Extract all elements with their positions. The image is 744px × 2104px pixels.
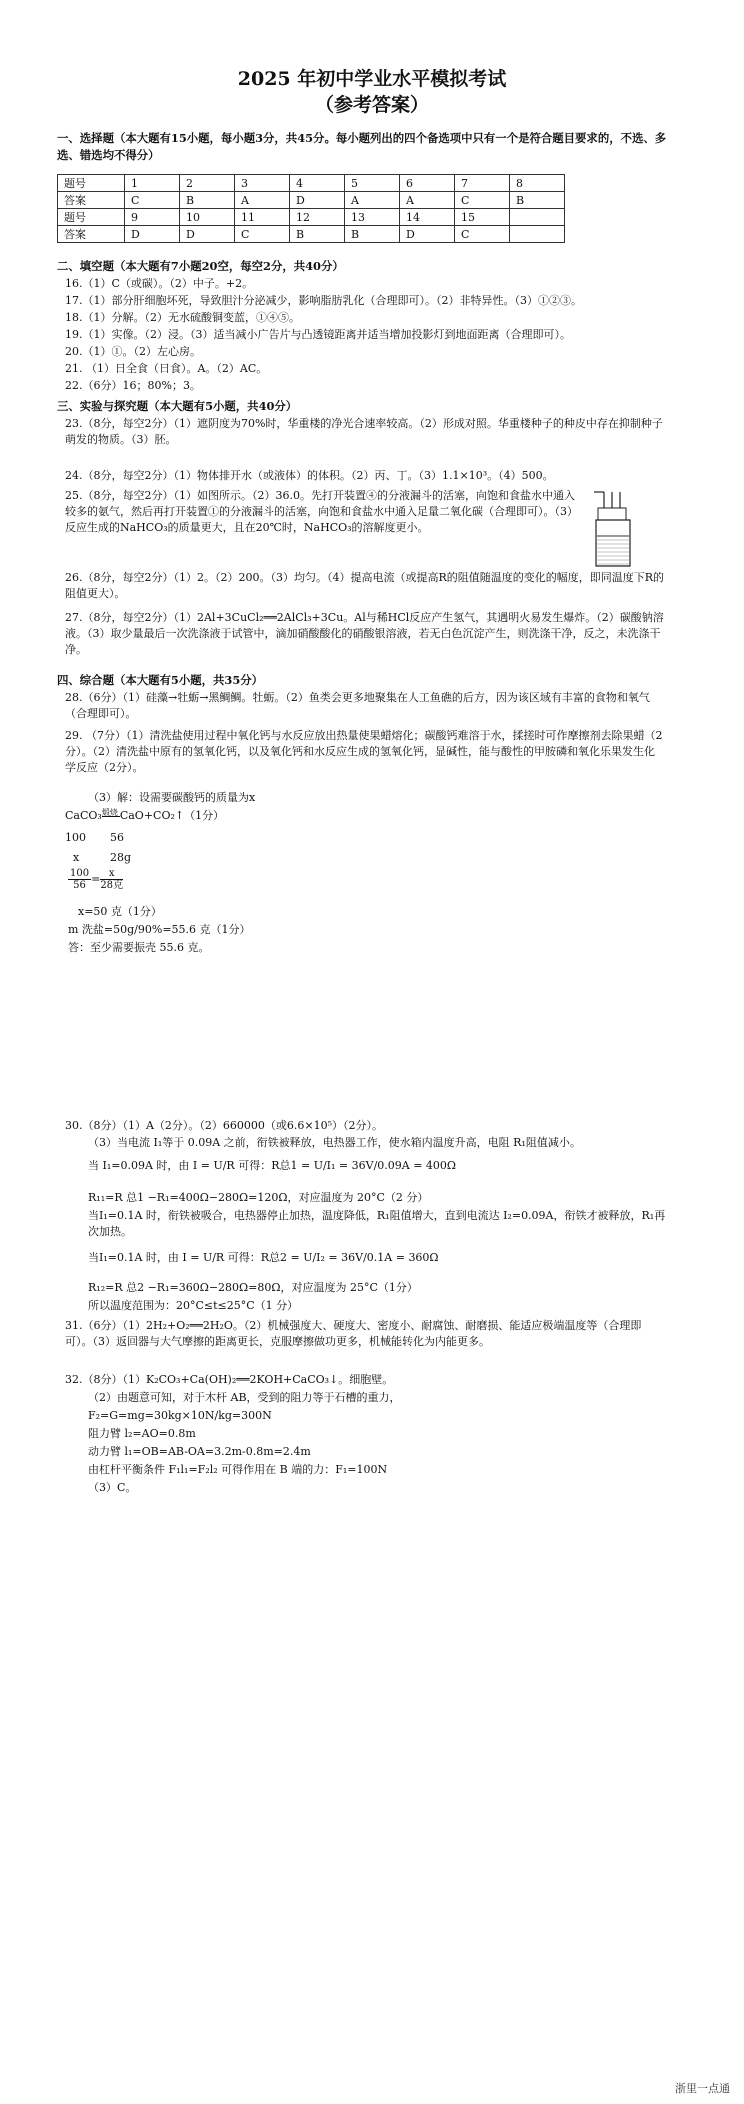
- table-cell: B: [345, 226, 400, 243]
- answer-q32-4: 阻力臂 l₂=AO=0.8m: [88, 1427, 196, 1440]
- table-cell: D: [125, 226, 180, 243]
- table-cell: 3: [235, 175, 290, 192]
- section2-heading: 二、填空题（本大题有7小题20空，每空2分，共40分）: [57, 259, 344, 273]
- table-row: [58, 226, 565, 243]
- answer-line: 19.（1）实像。（2）浸。（3）适当减小广告片与凸透镜距离并适当增加投影灯到地面距离（合理即可）。: [65, 328, 571, 341]
- table-cell: 8: [510, 175, 565, 192]
- table-cell: D: [180, 226, 235, 243]
- table-cell: B: [510, 192, 565, 209]
- answer-q23: 23.（8分，每空2分）（1）遮阴度为70%时，华重楼的净光合速率较高。（2）形成对照。华重楼种子的种皮中存在抑制种子萌发的物质。（3）胚。: [65, 417, 663, 446]
- table-cell: 11: [235, 209, 290, 226]
- frac-den: 56: [73, 880, 86, 891]
- mass-28g: 28g: [110, 851, 132, 864]
- result-x: x=50 克（1分）: [78, 905, 162, 918]
- table-cell: C: [125, 192, 180, 209]
- answer-q26: 26.（8分，每空2分）（1）2。（2）200。（3）均匀。（4）提高电流（或提高R的阻值随温度的变化的幅度，即同温度下R的阻值更大）。: [65, 571, 665, 600]
- table-cell: 4: [290, 175, 345, 192]
- answer-q32-6: 由杠杆平衡条件 F₁l₁=F₂l₂ 可得作用在 B 端的力：F₁=100N: [88, 1463, 388, 1476]
- answer-q25: 25.（8分，每空2分）（1）如图所示。（2）36.0。先打开装置④的分液漏斗的活塞，向饱和食盐水中通入较多的氨气，然后再打开装置①的分液漏斗的活塞，向饱和食盐水中通入足量二氧化碳（合理即可）。（3）反应生成的NaHCO₃的质量更大，且在20℃时，NaHCO₃的溶解度更小。: [65, 489, 578, 534]
- table-cell: B: [290, 226, 345, 243]
- table-cell: 14: [400, 209, 455, 226]
- answer-q32-3: F₂=G=mg=30kg×10N/kg=300N: [88, 1409, 272, 1422]
- answer-line: 16.（1）C（或碳）。（2）中子。+2。: [65, 277, 254, 290]
- answer-table: [57, 174, 565, 243]
- table-cell: 9: [125, 209, 180, 226]
- answer-line: 21. （1）日全食（日食）。A。（2）AC。: [65, 362, 268, 375]
- table-cell: A: [400, 192, 455, 209]
- section4-heading: 四、综合题（本大题有5小题，共35分）: [57, 673, 264, 687]
- unknown-x: x: [73, 851, 80, 864]
- table-cell: C: [235, 226, 290, 243]
- eq-reactant: CaCO₃: [65, 809, 102, 822]
- molar-mass-100: 100: [65, 831, 86, 844]
- reaction-arrow: [101, 807, 120, 817]
- answer-q32-1: 32.（8分）（1）K₂CO₃+Ca(OH)₂══2KOH+CaCO₃↓。细胞壁。: [65, 1373, 394, 1386]
- answer-q28: 28.（6分）（1）硅藻→牡蛎→黑鲷鲷。牡蛎。（2）鱼类会更多地聚集在人工鱼礁的后方，因为该区域有丰富的食物和氧气（合理即可）。: [65, 691, 650, 720]
- answer-q29-3: （3）解：设需要碳酸钙的质量为x: [88, 791, 256, 804]
- answer-q30-2: （3）当电流 I₁等于 0.09A 之前，衔铁被释放，电热器工作，使水箱内温度升高，电阻 R₁阻值减小。: [88, 1136, 581, 1149]
- footer-watermark: 浙里一点通: [675, 2082, 730, 2095]
- answer-line: 20.（1）①。（2）左心房。: [65, 345, 201, 358]
- answer-q30-1: 30.（8分）（1）A（2分）。（2）660000（或6.6×10⁵）（2分）。: [65, 1119, 384, 1132]
- equation-line: [65, 808, 224, 824]
- answer-q30-6: 当I₁=0.1A 时，由 I = U/R 可得：R总2 = U/I₂ = 36V/0.1A = 360Ω: [88, 1251, 439, 1264]
- frac-den: 28克: [100, 880, 124, 891]
- answer-q30-8: 所以温度范围为：20°C≤t≤25°C（1 分）: [88, 1299, 299, 1312]
- section1-heading: 一、选择题（本大题有15小题，每小题3分，共45分。每小题列出的四个备选项中只有一个是符合题目要求的，不选、多选、错选均不得分）: [57, 131, 667, 162]
- table-cell: B: [180, 192, 235, 209]
- exam-title: 2025 年初中学业水平模拟考试: [237, 68, 507, 90]
- section3-heading: 三、实验与探究题（本大题有5小题，共40分）: [57, 399, 298, 413]
- table-cell: 2: [180, 175, 235, 192]
- table-cell: 10: [180, 209, 235, 226]
- answer-q29: 29. （7分）（1）清洗盐使用过程中氧化钙与水反应放出热量使果蜡熔化；碳酸钙难溶于水，揉搓时可作摩擦剂去除果蜡（2分）。（2）清洗盐中原有的氢氧化钙，以及氧化钙和水反应生成的氢氧化钙，显碱性，能与酸性的甲胺磷和氧化乐果发生化学反应（2分）。: [65, 729, 663, 774]
- answer-q31: 31.（6分）（1）2H₂+O₂══2H₂O。（2）机械强度大、硬度大、密度小、耐腐蚀、耐磨损、能适应极端温度等（合理即可）。（3）返回器与大气摩擦的距离更长，克服摩擦做功更多，机械能转化为内能更多。: [65, 1319, 642, 1348]
- row-label: 答案: [58, 192, 125, 209]
- proportion: $\frac{100}{56}$ = $\frac{x}{\text{28克}}$: [70, 868, 124, 891]
- table-row: [58, 209, 565, 226]
- answer-line: 17.（1）部分肝细胞坏死，导致胆汁分泌减少，影响脂肪乳化（合理即可）。（2）非特异性。（3）①②③。: [65, 294, 582, 307]
- answer-q32-2: （2）由题意可知，对于木杆 AB，受到的阻力等于石槽的重力，: [88, 1391, 401, 1404]
- frac-num: x: [100, 868, 123, 880]
- row-label: 题号: [58, 209, 125, 226]
- table-cell: 6: [400, 175, 455, 192]
- table-cell: 15: [455, 209, 510, 226]
- table-cell: 13: [345, 209, 400, 226]
- answer-q27: 27.（8分，每空2分）（1）2Al+3CuCl₂══2AlCl₃+3Cu。Al与稀HCl反应产生氢气，其遇明火易发生爆炸。（2）碳酸钠溶液。（3）取少量最后一次洗涤液于试管中，滴加硝酸酸化的硝酸银溶液，若无白色沉淀产生，则洗涤干净，反之，未洗涤干净。: [65, 611, 664, 656]
- table-cell: A: [235, 192, 290, 209]
- table-cell: [510, 209, 565, 226]
- exam-subtitle: （参考答案）: [314, 94, 429, 116]
- answer-line: 18.（1）分解。（2）无水硫酸铜变蓝，①④⑤。: [65, 311, 300, 324]
- table-cell: C: [455, 226, 510, 243]
- eq-condition: 煅烧: [101, 807, 118, 817]
- frac-num: 100: [70, 868, 90, 879]
- row-label: 题号: [58, 175, 125, 192]
- row-label: 答案: [58, 226, 125, 243]
- table-cell: 7: [455, 175, 510, 192]
- table-cell: D: [290, 192, 345, 209]
- answer-q30-4: R₁₁=R 总1 −R₁=400Ω−280Ω=120Ω，对应温度为 20°C（2 分）: [88, 1191, 429, 1204]
- molar-mass-56: 56: [110, 831, 124, 844]
- table-cell: D: [400, 226, 455, 243]
- table-cell: 12: [290, 209, 345, 226]
- table-cell: A: [345, 192, 400, 209]
- answer-q30-3: 当 I₁=0.09A 时，由 I = U/R 可得：R总1 = U/I₁ = 36V/0.09A = 400Ω: [88, 1159, 457, 1172]
- table-cell: 1: [125, 175, 180, 192]
- answer-q32-5: 动力臂 l₁=OB=AB-OA=3.2m-0.8m=2.4m: [88, 1445, 311, 1458]
- result-m: m 洗盐=50g/90%=55.6 克（1分）: [68, 923, 251, 936]
- answer-q30-5: 当I₁=0.1A 时，衔铁被吸合，电热器停止加热，温度降低，R₁阻值增大，直到电流达 I₂=0.09A，衔铁才被释放，R₁再次加热。: [88, 1209, 666, 1238]
- table-cell: [510, 226, 565, 243]
- table-row: [58, 175, 565, 192]
- answer-q32-7: （3）C。: [88, 1481, 137, 1494]
- eq-products: CaO+CO₂↑（1分）: [119, 809, 225, 822]
- table-cell: 5: [345, 175, 400, 192]
- table-row: [58, 192, 565, 209]
- answer-conclusion: 答：至少需要振壳 55.6 克。: [68, 941, 210, 954]
- table-cell: C: [455, 192, 510, 209]
- answer-q30-7: R₁₂=R 总2 −R₁=360Ω−280Ω=80Ω，对应温度为 25°C（1分）: [88, 1281, 418, 1294]
- answer-line: 22.（6分）16；80%；3。: [65, 379, 201, 392]
- answer-q24: 24.（8分，每空2分）（1）物体排开水（或液体）的体积。（2）丙、丁。（3）1.1×10³。（4）500。: [65, 469, 554, 482]
- gas-washing-bottle-figure: [590, 488, 636, 570]
